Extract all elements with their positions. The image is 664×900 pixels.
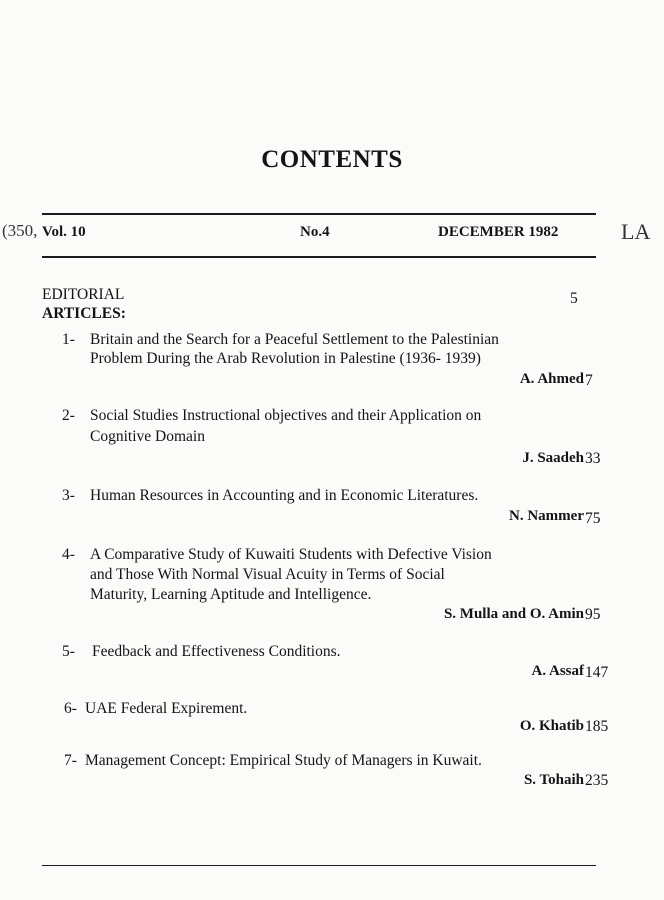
- article-title-line: UAE Federal Expirement.: [85, 700, 248, 717]
- article-page: 7: [585, 372, 593, 389]
- article-title-line: Social Studies Instructional objectives and their Application on: [90, 407, 482, 424]
- article-title-line: Maturity, Learning Aptitude and Intelligence.: [90, 586, 372, 603]
- editorial-page: 5: [570, 290, 578, 307]
- issue-label: No.4: [300, 224, 330, 240]
- article-page: 75: [585, 510, 601, 527]
- article-page: 147: [585, 664, 609, 681]
- articles-label: ARTICLES:: [42, 305, 126, 322]
- article-author: A. Assaf: [531, 663, 584, 679]
- volume-label: Vol. 10: [42, 224, 86, 240]
- article-title-line: Feedback and Effectiveness Conditions.: [92, 643, 341, 660]
- header-bottom-rule: [42, 256, 596, 258]
- article-author: O. Khatib: [519, 718, 584, 734]
- article-title-line: Britain and the Search for a Peaceful Settlement to the Palestinian: [90, 331, 499, 348]
- margin-note-left: (350,: [2, 221, 38, 240]
- article-number: 2-: [62, 407, 75, 424]
- article-number: 3-: [62, 487, 75, 504]
- article-number: 7-: [64, 752, 77, 769]
- date-label: DECEMBER 1982: [438, 224, 559, 240]
- article-title-line: Cognitive Domain: [90, 428, 205, 445]
- article-title-line: A Comparative Study of Kuwaiti Students with Defective Vision: [90, 546, 492, 563]
- article-number: 4-: [62, 546, 75, 563]
- editorial-label: EDITORIAL: [42, 286, 125, 303]
- article-number: 6-: [64, 700, 77, 717]
- article-page: 33: [585, 450, 601, 467]
- article-page: 95: [585, 606, 601, 623]
- article-number: 5-: [62, 643, 75, 660]
- margin-note-right: LA: [621, 219, 651, 244]
- article-author: S. Tohaih: [523, 772, 584, 788]
- article-author: N. Nammer: [509, 508, 584, 524]
- article-title-line: Management Concept: Empirical Study of Managers in Kuwait.: [85, 752, 482, 769]
- article-title-line: and Those With Normal Visual Acuity in Terms of Social: [90, 566, 445, 583]
- article-title-line: Human Resources in Accounting and in Economic Literatures.: [90, 487, 479, 504]
- footer-rule: [42, 865, 596, 866]
- article-page: 235: [585, 772, 609, 789]
- article-author: S. Mulla and O. Amin: [443, 606, 584, 622]
- article-author: A. Ahmed: [519, 371, 584, 387]
- header-top-rule: [42, 213, 596, 215]
- article-author: J. Saadeh: [522, 450, 584, 466]
- article-title-line: Problem During the Arab Revolution in Palestine (1936- 1939): [90, 350, 481, 367]
- page-title: CONTENTS: [261, 146, 403, 173]
- article-number: 1-: [62, 331, 75, 348]
- article-page: 185: [585, 718, 609, 735]
